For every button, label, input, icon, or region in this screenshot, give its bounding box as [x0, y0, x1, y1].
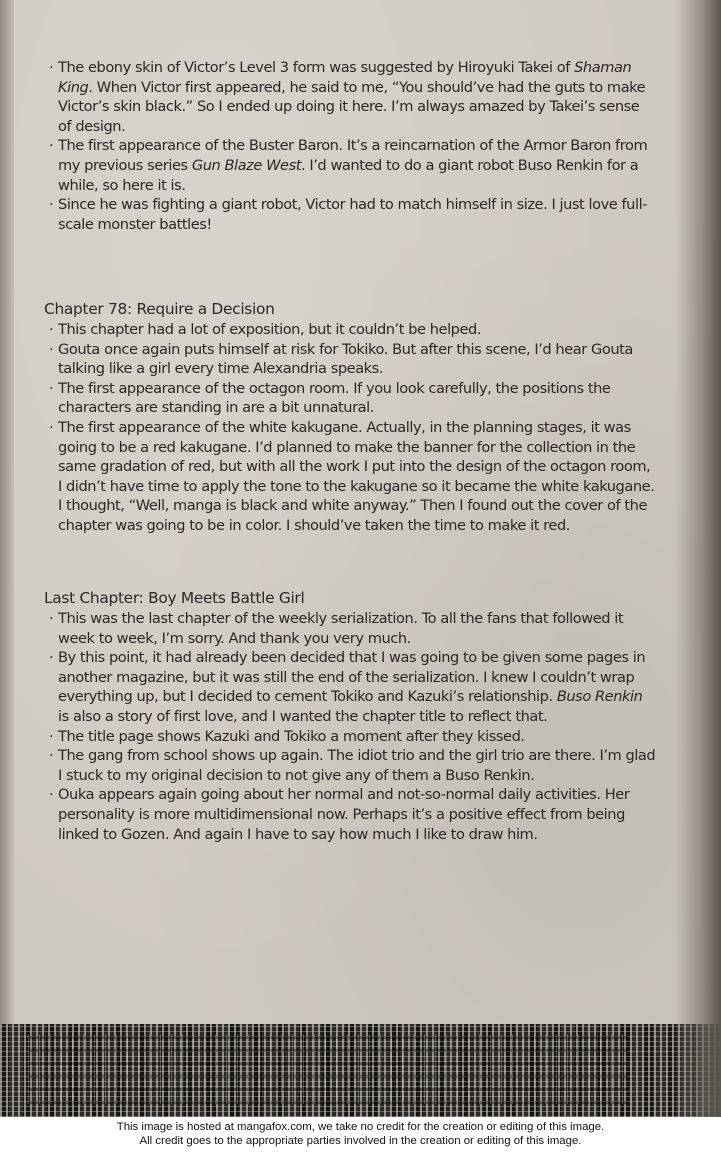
decorative-banner	[0, 1024, 721, 1117]
list-item	[44, 136, 656, 195]
bullet-dot: ·	[49, 727, 54, 745]
item-text: This chapter had a lot of exposition, but it couldn’t be helped.	[58, 320, 482, 338]
list-item	[44, 418, 656, 536]
item-text: Gouta once again puts himself at risk for Tokiko. But after this scene, I’d hear Gouta talking like a girl every time Alexandria speaks.	[58, 340, 633, 378]
hosting-credit-footer	[0, 1120, 721, 1153]
list-item	[44, 648, 656, 726]
item-text: The first appearance of the octagon room. If you look carefully, the positions the characters are standing in are a bit unnatural.	[58, 379, 611, 417]
item-text: Ouka appears again going about her normal and not-so-normal daily activities. Her personality is more multidimensional now. Perhaps it’s a positive effect from being linked to Gozen. And again I have to say how much I like to draw him.	[58, 786, 630, 843]
page-left-edge	[0, 0, 14, 1117]
list-item	[44, 785, 656, 844]
item-text: This was the last chapter of the weekly serialization. To all the fans that followed it week to week, I’m sorry. And thank you very much.	[58, 610, 624, 647]
item-text: The ebony skin of Victor’s Level 3 form was suggested by Hiroyuki Takei of	[58, 59, 575, 76]
item-text: . I’d wanted to do a giant robot Buso Renkin for a while, so here it is.	[58, 156, 639, 194]
item-text: is also a story of first love, and I wanted the chapter title to reflect that.	[58, 708, 548, 726]
section-chapter-78	[44, 300, 656, 535]
footer-line: This image is hosted at mangafox.com, we take no credit for the creation or editing of this image.	[116, 1121, 605, 1133]
italic-title: Buso Renkin	[556, 688, 643, 706]
bullet-dot: ·	[49, 196, 54, 214]
section-victor	[44, 58, 656, 234]
footer-line: All credit goes to the appropriate parties involved in the creation or editing of this image.	[139, 1135, 582, 1147]
bullet-dot: ·	[49, 59, 54, 76]
section-last-chapter	[44, 589, 656, 844]
section-heading: Chapter 78: Require a Decision	[44, 300, 275, 319]
list-item	[44, 320, 656, 340]
list-item	[44, 379, 656, 418]
section-list	[44, 320, 656, 536]
bullet-dot: ·	[49, 340, 54, 358]
italic-title: Shaman King	[58, 59, 632, 96]
list-item	[44, 195, 656, 234]
list-item	[44, 746, 656, 785]
section-heading: Last Chapter: Boy Meets Battle Girl	[44, 589, 305, 608]
section-list	[44, 609, 656, 844]
bullet-dot: ·	[49, 786, 54, 804]
item-text: The first appearance of the Buster Baron. It’s a reincarnation of the Armor Baron from my previous series	[58, 137, 648, 174]
item-text: . When Victor first appeared, he said to me, “You should’ve had the guts to make Victor’s skin black.” So I ended up doing it here. I’m always amazed by Takei’s sense of design.	[58, 78, 646, 135]
bullet-dot: ·	[49, 610, 54, 628]
bullet-dot: ·	[49, 137, 54, 155]
commentary-text	[44, 58, 656, 844]
list-item	[44, 609, 656, 648]
item-text: The first appearance of the white kakugane. Actually, in the planning stages, it was going to be a red kakugane. I’d planned to make the banner for the collection in the same gradation of red, but with all the work I put into the design of the octagon room, I didn’t have time to apply the tone to the kakugane so it became the white kakugane. I thought, “Well, manga is black and white anyway.” Then I found out the cover of the chapter was going to be in color. I should’ve taken the time to make it red.	[58, 418, 655, 534]
list-item	[44, 340, 656, 379]
item-text: By this point, it had already been decided that I was going to be given some pages in another magazine, but it was still the end of the serialization. I knew I couldn’t wrap everything up, but I decided to cement Tokiko and Kazuki’s relationship.	[58, 649, 646, 706]
item-text: Since he was fighting a giant robot, Victor had to match himself in size. I just love full-scale monster battles!	[58, 196, 648, 233]
bullet-dot: ·	[49, 649, 54, 667]
section-list	[44, 58, 656, 234]
item-text: The gang from school shows up again. The idiot trio and the girl trio are there. I’m glad I stuck to my original decision to not give any of them a Buso Renkin.	[58, 747, 656, 784]
bullet-dot: ·	[49, 320, 54, 338]
section-spacer	[44, 234, 656, 300]
italic-title: Gun Blaze West	[191, 156, 302, 174]
item-text: The title page shows Kazuki and Tokiko a moment after they kissed.	[58, 727, 525, 745]
section-spacer	[44, 535, 656, 589]
bullet-dot: ·	[49, 379, 54, 397]
banner-pattern	[28, 1034, 628, 1104]
bullet-dot: ·	[49, 747, 54, 765]
list-item	[44, 58, 656, 136]
list-item	[44, 727, 656, 747]
page-gutter-shadow	[675, 0, 721, 1117]
bullet-dot: ·	[49, 418, 54, 436]
